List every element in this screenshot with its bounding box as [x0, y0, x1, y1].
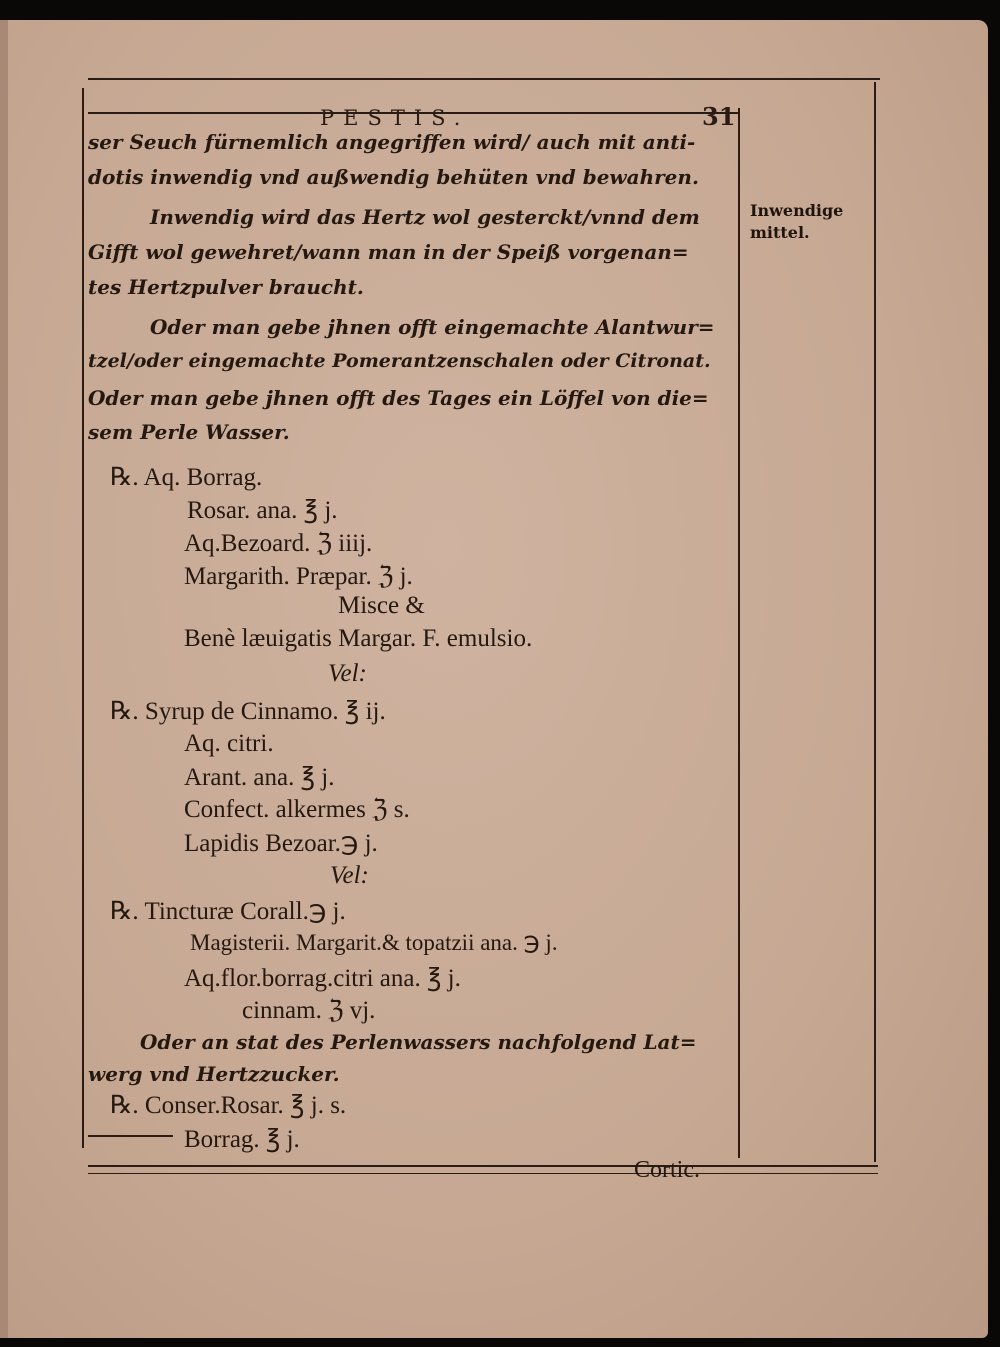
recipe-line: ℞. Syrup de Cinnamo. ℥ ij. — [110, 698, 386, 725]
recipe-line: Margarith. Præpar. ℨ j. — [184, 563, 413, 590]
left-rule — [82, 88, 84, 1148]
recipe-line: ℞. Conser.Rosar. ℥ j. s. — [110, 1092, 347, 1119]
recipe-line: Arant. ana. ℥ j. — [184, 764, 335, 791]
text-line: Oder an stat des Perlenwassers nachfolgend Lat= — [140, 1030, 697, 1054]
vel-line: Vel: — [328, 660, 367, 687]
recipe-line: Borrag. ℥ j. — [184, 1126, 300, 1153]
recipe-line: Aq. citri. — [184, 730, 274, 757]
column-rule — [738, 108, 740, 1158]
recipe-line: Benè læuigatis Margar. F. emulsio. — [184, 625, 533, 652]
recipe-line: ℞. Aq. Borrag. — [110, 464, 263, 491]
recipe-line: Misce & — [338, 592, 425, 619]
book-page — [0, 20, 988, 1338]
page-gutter — [0, 20, 8, 1338]
bottom-rule-2 — [88, 1173, 878, 1174]
text-line: dotis inwendig vnd außwendig behüten vnd bewahren. — [88, 165, 699, 189]
vel-line: Vel: — [330, 862, 369, 889]
text-line: ser Seuch fürnemlich angegriffen wird/ auch mit anti- — [88, 130, 696, 154]
text-line: Inwendig wird das Hertz wol gesterckt/vnnd dem — [150, 205, 700, 229]
page-number: 31 — [702, 102, 736, 131]
text-line: tes Hertzpulver braucht. — [88, 275, 364, 299]
margin-note: Inwendige mittel. — [750, 201, 844, 242]
recipe-line: Lapidis Bezoar.℈ j. — [184, 830, 378, 857]
text-line: Gifft wol gewehret/wann man in der Speiß vorgenan= — [88, 240, 689, 264]
running-title: PESTIS. — [320, 106, 470, 130]
text-line: werg vnd Hertzzucker. — [88, 1062, 340, 1086]
recipe-line: ℞. Tincturæ Corall.℈ j. — [110, 898, 346, 925]
top-rule — [88, 78, 880, 80]
text-line: Oder man gebe jhnen offt des Tages ein Löffel von die= — [88, 386, 709, 410]
right-rule — [874, 82, 876, 1162]
catchword: Cortic. — [634, 1157, 700, 1183]
text-line: tzel/oder eingemachte Pomerantzenschalen oder Citronat. — [88, 350, 711, 372]
text-line: Oder man gebe jhnen offt eingemachte Alantwur= — [150, 315, 715, 339]
bottom-rule — [88, 1165, 878, 1167]
text-line: sem Perle Wasser. — [88, 420, 290, 444]
recipe-line: Confect. alkermes ℨ s. — [184, 796, 410, 823]
recipe-line: Aq.flor.borrag.citri ana. ℥ j. — [184, 965, 461, 992]
recipe-line: Aq.Bezoard. ℨ iiij. — [184, 530, 373, 557]
recipe-line: Rosar. ana. ℥ j. — [187, 497, 338, 524]
recipe-line: cinnam. ℨ vj. — [242, 997, 376, 1024]
recipe-line: Magisterii. Margarit.& topatzii ana. ℈ j. — [190, 930, 558, 955]
text-end-rule — [88, 1135, 173, 1137]
